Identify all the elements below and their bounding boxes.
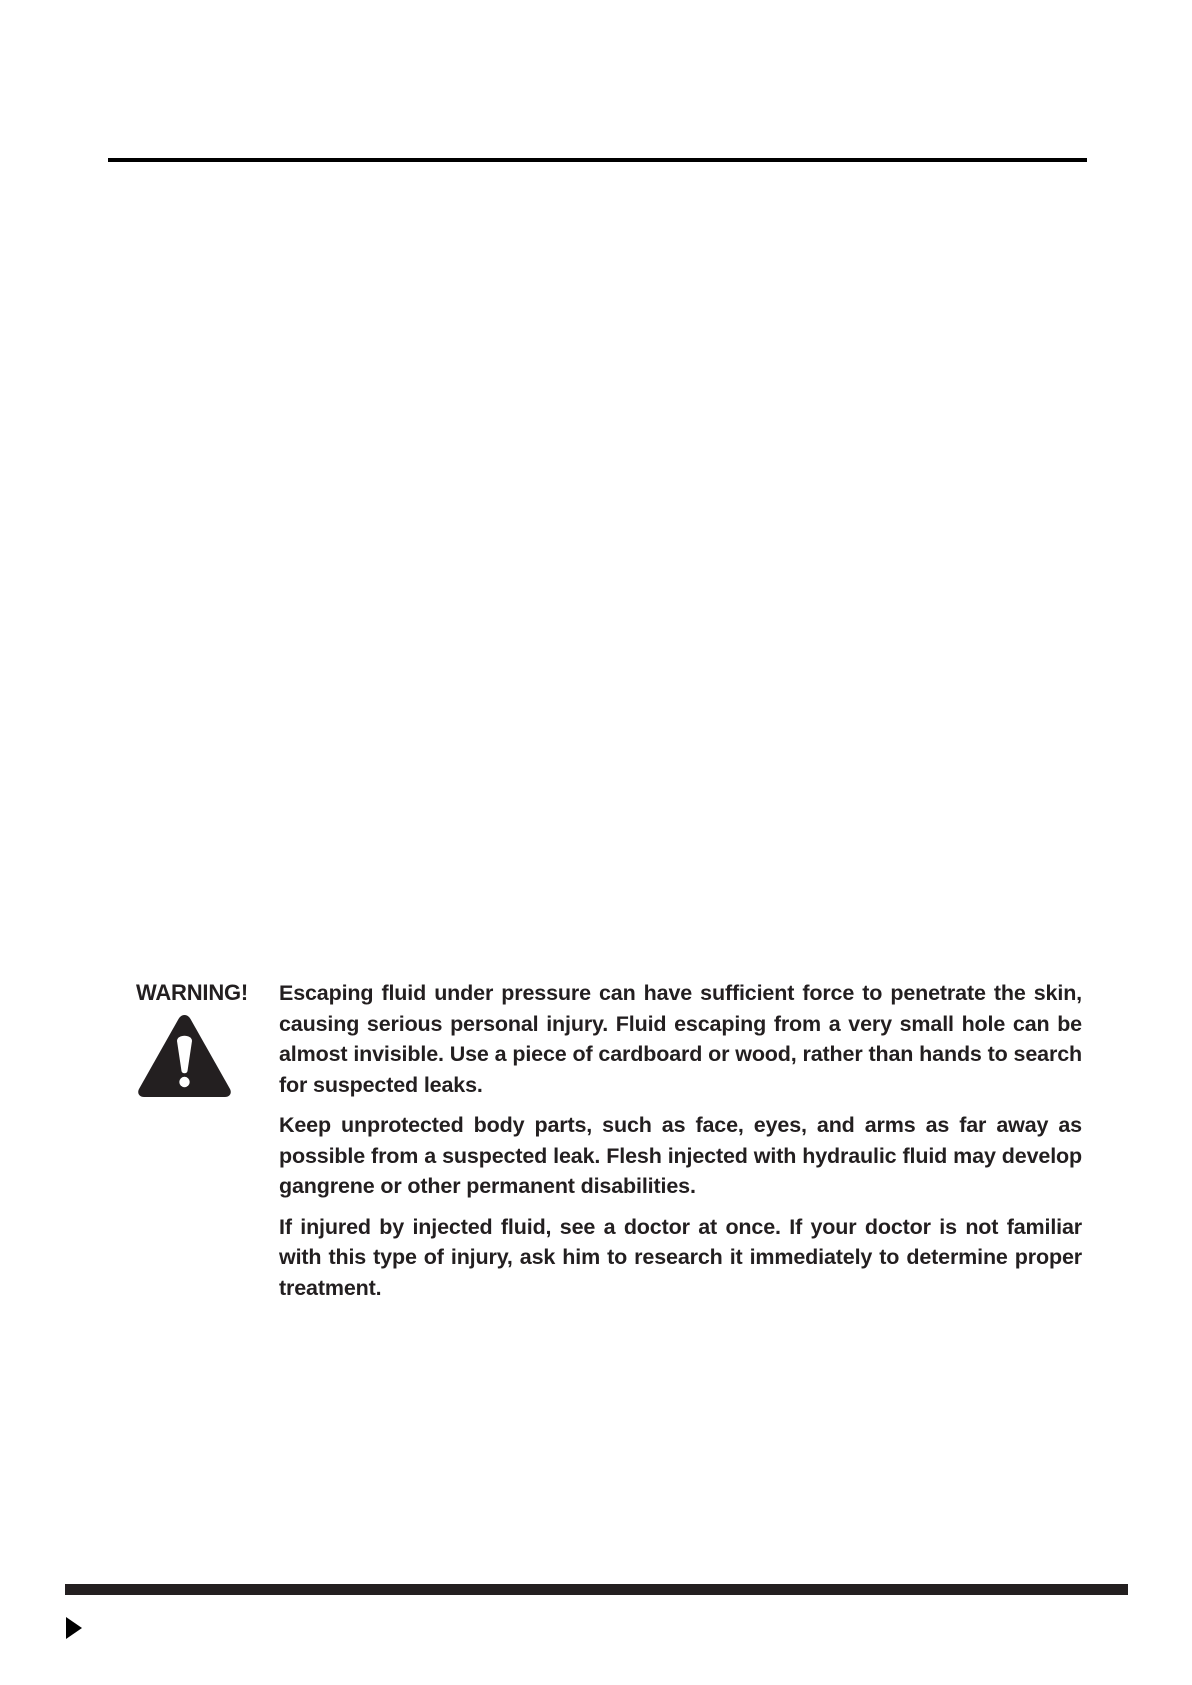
warning-triangle-exclamation-icon [136, 1011, 233, 1100]
warning-label: WARNING! [136, 980, 249, 1005]
warning-paragraph: If injured by injected fluid, see a doctor at once. If your doctor is not familiar with this type of injury, ask him to research it immediately to determine proper treatment. [279, 1214, 1082, 1300]
triangle-right-icon [66, 1617, 82, 1639]
warning-paragraph: Escaping fluid under pressure can have sufficient force to penetrate the skin, causing serious personal injury. Fluid escaping from a very small hole can be almost invisible. Use a piece of cardboard or wood, rather than hands to search for suspected leaks. [279, 981, 1082, 1097]
warning-text [279, 978, 1082, 1313]
header-rule [108, 158, 1087, 162]
warning-paragraph: Keep unprotected body parts, such as face, eyes, and arms as far away as possible from a suspected leak. Flesh injected with hydraulic fluid may develop gangrene or other permanent disabilities. [279, 1113, 1082, 1198]
footer-rule [65, 1584, 1128, 1595]
